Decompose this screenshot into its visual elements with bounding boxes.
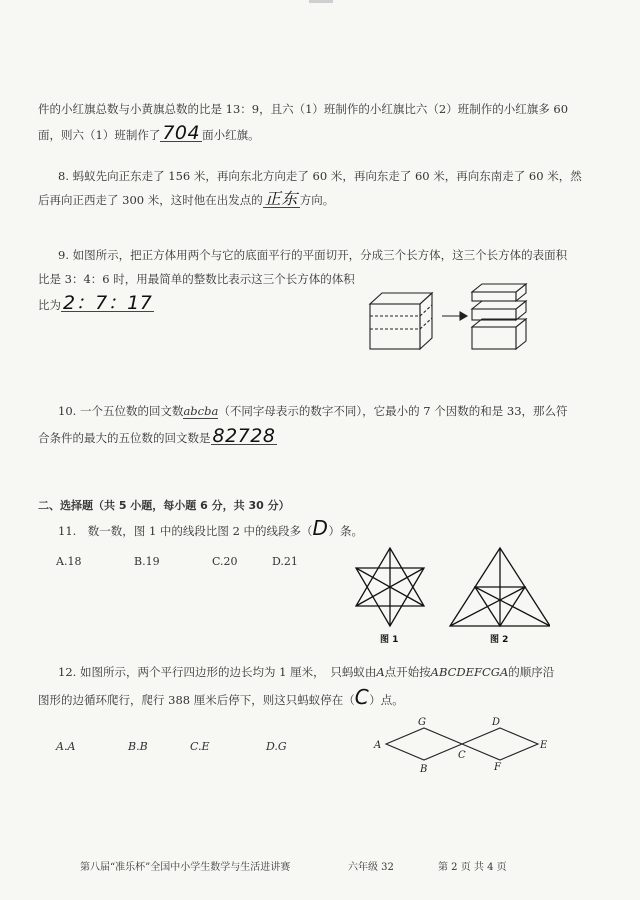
q12-option-d[interactable]: D.G — [266, 740, 287, 753]
q7-answer: 704 — [162, 122, 201, 144]
q11-figure-1 — [356, 548, 424, 626]
q12-point-e: E — [540, 740, 548, 751]
q11-option-c[interactable]: C.20 — [212, 555, 238, 568]
q9-line2: 比是 3：4：6 时，用最简单的整数比表示这三个长方体的体积 — [38, 272, 355, 286]
q9-arrow-head — [460, 312, 467, 320]
q12-line1-pre: 12. 如图所示，两个平行四边形的边长均为 1 厘米， 只蚂蚁由 — [58, 665, 377, 679]
q10-line1 — [58, 403, 568, 419]
q7-line2-pre: 面，则六（1）班制作了 — [38, 128, 161, 142]
q10-line1-pre: 10. 一个五位数的回文数 — [58, 404, 184, 418]
q12-option-c[interactable]: C.E — [190, 740, 210, 753]
q8-answer: 正东 — [264, 189, 298, 208]
q11-text — [58, 516, 363, 540]
q8-line2 — [38, 191, 334, 208]
q9-line3 — [38, 292, 154, 314]
q12-line1-mid: 点开始按 — [384, 665, 431, 679]
q9-cube-figure — [362, 282, 542, 354]
q9-cube-top — [370, 293, 432, 304]
q12-var-a: A — [376, 665, 385, 679]
q10-answer: 82728 — [212, 425, 276, 447]
q12-parallelogram-figure — [372, 714, 552, 774]
q10-var: abcba — [183, 404, 219, 418]
q12-line2 — [38, 685, 404, 709]
footer-grade: 六年级 32 — [348, 862, 394, 873]
q11-option-a[interactable]: A.18 — [56, 555, 82, 568]
q9-piece-top — [472, 292, 516, 301]
q12-parallelogram-left — [386, 728, 462, 760]
q8-line1: 8. 蚂蚁先向正东走了 156 米，再向东北方向走了 60 米，再向东走了 60 米，再向东南走了 60 米，然 — [58, 169, 582, 183]
footer-page: 第 2 页 共 4 页 — [438, 862, 507, 873]
q11-figures — [350, 544, 550, 648]
q9-line1: 9. 如图所示，把正方体用两个与它的底面平行的平面切开，分成三个长方体，这三个长方体的表面积 — [58, 248, 568, 262]
q11-option-b[interactable]: B.19 — [134, 555, 160, 568]
q7-line2 — [38, 122, 260, 144]
q12-parallelogram-right — [462, 728, 538, 760]
q11-fig1-label: 图 1 — [380, 635, 399, 645]
q11-figure-2 — [450, 548, 550, 626]
q11-option-d[interactable]: D.21 — [272, 555, 298, 568]
q12-line2-post: ）点。 — [369, 693, 404, 707]
q12-point-b: B — [420, 764, 428, 774]
q11-answer: D — [312, 516, 329, 540]
q12-option-b[interactable]: B.B — [128, 740, 148, 753]
q10-line2 — [38, 425, 277, 447]
q9-piece-bottom — [472, 327, 516, 349]
q10-line1-post: （不同字母表示的数字不同），它最小的 7 个因数的和是 33，那么符 — [218, 404, 568, 418]
q12-point-d: D — [492, 717, 501, 728]
footer-contest: 第八届“准乐杯”全国中小学生数学与生活进讲赛 — [80, 862, 291, 873]
q7-line1: 件的小红旗总数与小黄旗总数的比是 13：9，且六（1）班制作的小红旗比六（2）班制作的小红旗多 60 — [38, 102, 569, 116]
q11-fig2-label: 图 2 — [490, 635, 509, 645]
q12-point-g: G — [418, 717, 426, 728]
q11-text-pre: 11. 数一数，图 1 中的线段比图 2 中的线段多（ — [58, 524, 313, 538]
q7-line2-post: 面小红旗。 — [202, 128, 260, 142]
q11-text-post: ）条。 — [328, 524, 363, 538]
q12-point-c: C — [458, 750, 466, 761]
q8-line2-post: 方向。 — [299, 193, 335, 207]
q12-line1 — [58, 664, 554, 680]
q12-line1-post: 的顺序沿 — [508, 665, 555, 679]
q9-cube-side — [420, 293, 432, 349]
q12-point-f: F — [494, 762, 501, 773]
q12-line2-pre: 图形的边循环爬行，爬行 388 厘米后停下，则这只蚂蚁停在（ — [38, 693, 355, 707]
q12-option-a[interactable]: A.A — [56, 740, 76, 753]
q12-answer: C — [354, 685, 370, 709]
q10-line2-pre: 合条件的最大的五位数的回文数是 — [38, 431, 211, 445]
q9-piece-middle — [472, 309, 516, 320]
q9-line3-pre: 比为 — [38, 298, 61, 312]
q12-point-a: A — [374, 740, 382, 751]
q8-line2-pre: 后再向正西走了 300 米，这时他在出发点的 — [38, 193, 263, 207]
q9-cube-front — [370, 304, 420, 349]
q12-sequence: ABCDEFCGA — [430, 665, 509, 679]
top-scan-mark — [309, 0, 333, 3]
section2-title: 二、选择题（共 5 小题，每小题 6 分，共 30 分） — [38, 499, 290, 512]
q9-answer: 2：7：17 — [63, 292, 153, 314]
